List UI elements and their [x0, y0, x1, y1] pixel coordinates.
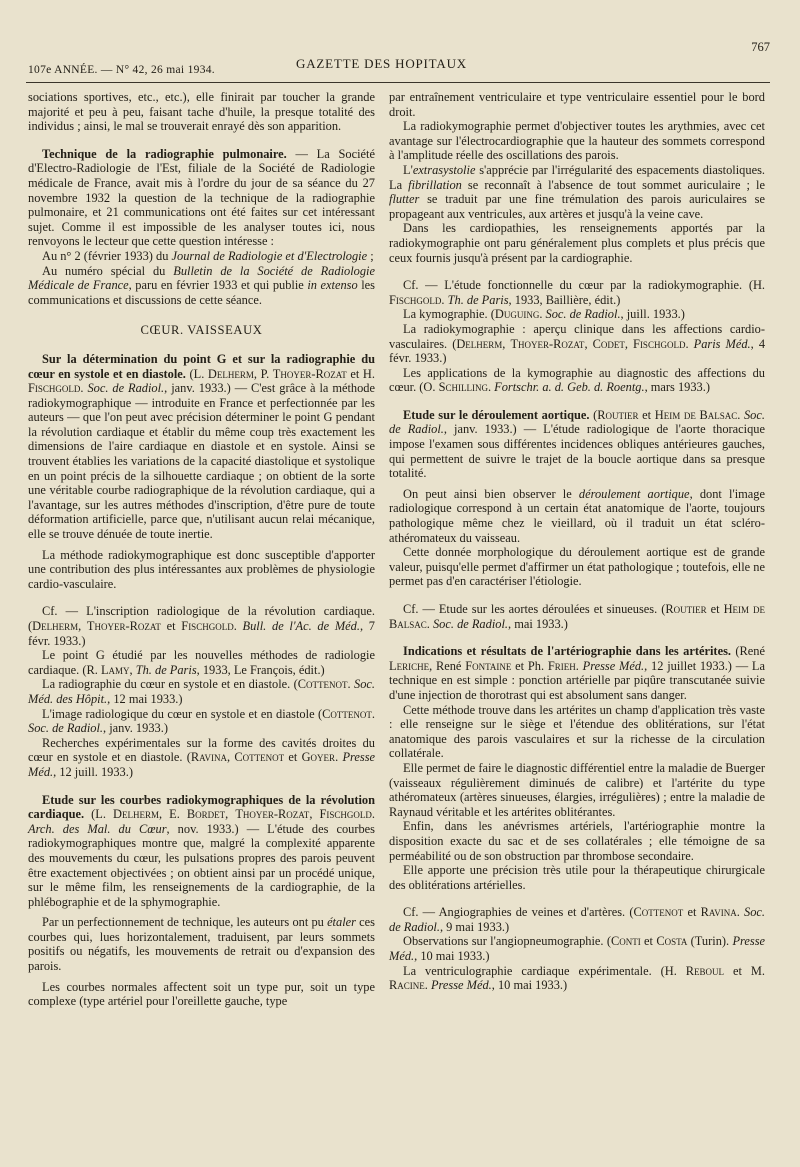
reference: Observations sur l'angiopneumographie. (Conti et Costa (Turin). Presse Méd., 10 mai 1933.): [389, 934, 766, 964]
paragraph: Au n° 2 (février 1933) du Journal de Radiologie et d'Electrologie ;: [42, 248, 374, 263]
article-point-g: Sur la détermination du point G et sur la radiographie du cœur en systole et en diastole. (L. Delherm, P. Thoyer-Rozat et H. Fischgold. Soc. de Radiol., janv. 1933.) — C'est grâce à la méthode radiokymographique — introduite en France et perfectionnée par les auteurs — que l'on peut avec précision déterminer le point G pendant la révolution cardiaque et établir du même coup très exactement les dimensions de l'aire cardiaque en diastole et en systole. Ainsi se trouvent établies les variations de la capacité diastolique et systolique en un point précis de la silhouette cardiaque ; on obtient de la sorte une véritable courbe radiographique de la révolution cardiaque, qui a l'avantage, sur les autres méthodes d'inscription, d'être pure de toute déformation artificielle, parce que, n'utilisant aucun relai mécanique, elle se trouve dénuée de toute inertie.: [28, 351, 375, 542]
paragraph: La méthode radiokymographique est donc susceptible d'apporter une contribution des plus intéressantes aux problèmes de physiologie cardio-vasculaire.: [28, 547, 375, 591]
article-heading: Etude sur les courbes radiokymographiques de la révolution cardiaque.: [28, 792, 375, 822]
page-number: 767: [751, 40, 770, 54]
article-deroulement-aortique: Etude sur le déroulement aortique. (Routier et Heim de Balsac. Soc. de Radiol., janv. 1933.) — L'étude radiologique de l'aorte thoracique impose l'examen sous différentes incidences obliques antérieures gauches, qui permettent de suivre le trajet de la boucle aortique dans sa presque totalité.: [389, 407, 765, 481]
reference: L'image radiologique du cœur en systole et en diastole (Cottenot. Soc. de Radiol., janv. 1933.): [28, 706, 375, 736]
paragraph: Elle apporte une précision très utile pour la thérapeutique chirurgicale des oblitérations artérielles.: [389, 863, 765, 892]
reference: Les applications de la kymographie au diagnostic des affections du cœur. (O. Schilling. Fortschr. a. d. Geb. d. Roentg., mars 1933.): [389, 365, 765, 395]
reference: La radiographie du cœur en systole et en diastole. (Cottenot. Soc. Méd. des Hôpit., 12 mai 1933.): [28, 677, 376, 706]
article-technique-radiographie: Technique de la radiographie pulmonaire. — La Société d'Electro-Radiologie de l'Est, filiale de la Société de Radiologie médicale de France, avait mis à l'ordre du jour de sa séance du 27 novembre 1932 la question de la technique de la radiographie pulmonaire, et 21 communications ont été faites sur cet intéressant sujet. Comme il est impossible de les analyser toutes ici, nous renvoyons le lecteur que cette question intéresse :: [28, 146, 375, 249]
paragraph: sociations sportives, etc., etc.), elle finirait par toucher la grande majorité et peu à peu, faisant tache d'huile, la presque totalité des individus ; ainsi, le mal se trouverait enrayé dès son apparition.: [28, 90, 375, 134]
article-arteriographie: Indications et résultats de l'artériographie dans les artérites. (René Leriche, René Fontaine et Ph. Frieh. Presse Méd., 12 juillet 1933.) — La technique en est simple : ponction artérielle par piqûre transcutanée suivie d'une injection de thorotrast qui est absolument sans danger.: [389, 644, 765, 702]
article-heading: Etude sur le déroulement aortique.: [403, 407, 590, 422]
paragraph: La radiokymographie permet d'objectiver toutes les arythmies, avec cet avantage sur l'électrocardiographie que la hauteur des sommets correspond à l'amplitude réelle des oscillations des parois.: [389, 119, 765, 163]
article-heading: Technique de la radiographie pulmonaire.: [42, 146, 287, 161]
paragraph: par entraînement ventriculaire et type ventriculaire essentiel pour le bord droit.: [389, 90, 765, 119]
reference: La radiokymographie : aperçu clinique dans les affections cardio-vasculaires. (Delherm, Thoyer-Rozat, Codet, Fischgold. Paris Méd., 4 févr. 1933.): [389, 321, 766, 366]
paragraph: Enfin, dans les anévrismes artériels, l'artériographie montre la disposition exacte du sac et de ses collatérales ; elle témoigne de sa perméabilité ou de son obstruction par thrombose secondaire.: [389, 819, 765, 863]
reference: Cf. — L'étude fonctionnelle du cœur par la radiokymographie. (H. Fischgold. Th. de Paris, 1933, Baillière, édit.): [389, 278, 765, 307]
header-rule: [26, 82, 770, 83]
section-title: CŒUR. VAISSEAUX: [140, 323, 263, 338]
reference: Cf. — Etude sur les aortes déroulées et sinueuses. (Routier et Heim de Balsac. Soc. de Radiol., mai 1933.): [389, 602, 765, 631]
paragraph: Par un perfectionnement de technique, les auteurs ont pu étaler ces courbes qui, lues horizontalement, traduisent, par leurs sommets positifs ou négatifs, les mouvements de retrait ou d'expansion des parois.: [28, 915, 375, 974]
running-head: [28, 36, 770, 82]
right-column: [389, 90, 765, 993]
paragraph: On peut ainsi bien observer le déroulement aortique, dont l'image radiologique correspond à un certain état anatomique de l'aorte, toujours pathologique même chez le vieillard, où il traduit un état scléro-athéromateux du vaisseau.: [389, 486, 766, 545]
reference: La ventriculographie cardiaque expérimentale. (H. Reboul et M. Racine. Presse Méd., 10 mai 1933.): [389, 963, 765, 993]
journal-title: GAZETTE DES HOPITAUX: [296, 56, 467, 71]
paragraph: Cette donnée morphologique du déroulement aortique est de grande valeur, puisqu'elle permet d'affirmer un état pathologique ; toutefois, elle ne permet pas d'en caractériser l'étiologie.: [389, 545, 765, 589]
paragraph: Elle permet de faire le diagnostic différentiel entre la maladie de Buerger (vaisseaux régulièrement diminués de calibre) et l'artérite du type athéromateux (artères sinueuses, élargies, irrégulières) ; entre la maladie de Raynaud véritable et les artérites oblitérantes.: [389, 760, 765, 819]
left-column: [28, 90, 375, 1009]
paragraph: Au numéro spécial du Bulletin de la Société de Radiologie Médicale de France, paru en février 1933 et qui publie in extenso les communications et discussions de cette séance.: [28, 263, 375, 307]
paragraph: Cette méthode trouve dans les artérites un champ d'application très vaste : elle renseigne sur le siège et l'étendue des oblitérations, sur l'état anatomique des parois vasculaires et sur la richesse de la circulation collatérale.: [389, 702, 765, 761]
reference: Le point G étudié par les nouvelles méthodes de radiologie cardiaque. (R. Lamy, Th. de Paris, 1933, Le François, édit.): [28, 648, 375, 677]
reference: Cf. — Angiographies de veines et d'artères. (Cottenot et Ravina. Soc. de Radiol., 9 mai 1933.): [389, 905, 765, 934]
reference: La kymographie. (Duguing. Soc. de Radiol., juill. 1933.): [403, 307, 685, 322]
issue-line: 107e ANNÉE. — N° 42, 26 mai 1934.: [28, 64, 215, 76]
article-heading: Indications et résultats de l'artériographie dans les artérites.: [403, 644, 731, 659]
article-courbes-radiokymographiques: Etude sur les courbes radiokymographiques de la révolution cardiaque. (L. Delherm, E. Bordet, Thoyer-Rozat, Fischgold. Arch. des Mal. du Cœur, nov. 1933.) — L'étude des courbes radiokymographiques montre que, malgré la complexité apparente des mouvements du cœur, les pulsations propres des parois peuvent être exactement objectivées ; on obtient ainsi par un procédé unique, sur le même film, les renseignements de la cardiographie, de la phlébographie et de la sphymographie.: [28, 792, 375, 909]
reference: Cf. — L'inscription radiologique de la révolution cardiaque. (Delherm, Thoyer-Rozat et Fischgold. Bull. de l'Ac. de Méd., 7 févr. 1933.): [28, 604, 375, 648]
reference: Recherches expérimentales sur la forme des cavités droites du cœur en systole et en diastole. (Ravina, Cottenot et Goyer. Presse Méd., 12 juill. 1933.): [28, 735, 376, 779]
paragraph: Dans les cardiopathies, les renseignements apportés par la radiokymographie ont paru généralement plus complets et plus précis que ceux fournis jusqu'à présent par la cardiographie.: [389, 221, 765, 265]
paragraph: L'extrasystolie s'apprécie par l'irrégularité des espacements diastoliques. La fibrillation se reconnaît à l'absence de tout sommet auriculaire ; le flutter se traduit par une fine trémulation des parois auriculaires se propageant aux ventricules, aux artères et jusqu'à la veine cave.: [389, 162, 765, 221]
article-heading: Sur la détermination du point G et sur la radiographie du cœur en systole et en diastole.: [28, 351, 375, 381]
paragraph: Les courbes normales affectent soit un type pur, soit un type complexe (type artériel pour l'oreillette gauche, type: [28, 979, 375, 1009]
